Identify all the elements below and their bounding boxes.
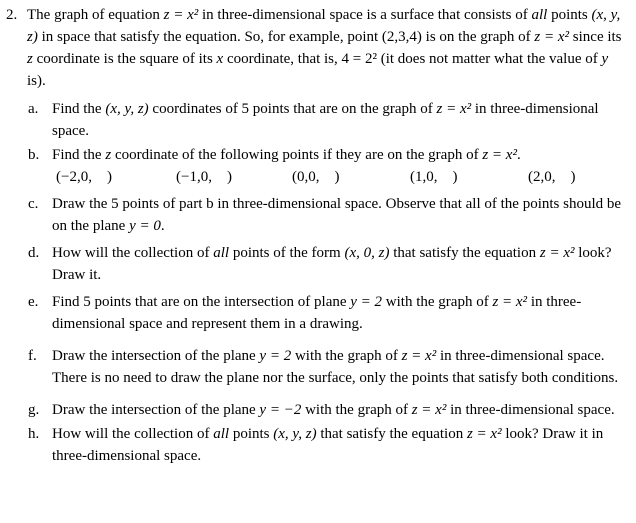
item-label: f.	[28, 348, 37, 364]
intro-text-5: since its	[569, 29, 622, 45]
item-text: with the graph of	[301, 402, 412, 418]
item-text: .	[160, 218, 165, 234]
intro-y: y	[601, 51, 609, 67]
intro-equation-2: z = x²	[534, 29, 570, 45]
item-text: Find the	[52, 101, 106, 117]
item-e	[6, 291, 630, 335]
intro-equation: z = x²	[163, 7, 199, 23]
item-f	[6, 345, 630, 389]
item-label: a.	[28, 101, 39, 117]
item-text: Find 5 points that are on the intersection of plane	[52, 294, 351, 310]
item-text: .	[516, 147, 521, 163]
item-text: Draw the 5 points of part b in three-dimensional space. Observe that all of the points should be on the plane	[52, 196, 622, 234]
item-d	[6, 242, 630, 286]
point-item: (−2,0, )	[56, 169, 112, 185]
item-text: in three-dimensional space and represent them in a drawing.	[52, 294, 582, 332]
equation-math: z = x²	[436, 101, 472, 117]
item-label: g.	[28, 402, 40, 418]
equation-math: z = x²	[539, 245, 575, 261]
xyz-math: (x, y, z)	[105, 101, 149, 117]
intro-all: all	[531, 7, 548, 23]
item-label: c.	[28, 196, 39, 212]
intro-text-3: points	[547, 7, 592, 23]
point-item: (−1,0, )	[176, 169, 232, 185]
item-label: b.	[28, 147, 40, 163]
equation-math: z = x²	[482, 147, 517, 163]
intro-text-4: in space that satisfy the equation. So, for example, point (2,3,4) is on the graph of	[37, 29, 535, 45]
item-text: in three-dimensional space.	[52, 101, 599, 139]
item-g	[6, 399, 630, 421]
plane-math: y = 2	[350, 294, 383, 310]
item-text: look? Draw it in three-dimensional space.	[52, 426, 604, 464]
item-text: points of the form	[229, 245, 345, 261]
intro-text-2: in three-dimensional space is a surface that consists of	[198, 7, 532, 23]
all-emphasis: all	[213, 426, 230, 442]
xyz-math: (x, y, z)	[273, 426, 317, 442]
item-text: in three-dimensional space. There is no need to draw the plane nor the surface, only the points that satisfy both conditions.	[52, 348, 619, 386]
item-c	[6, 193, 630, 237]
intro-text-1: The graph of equation	[27, 7, 164, 23]
problem-number: 2.	[6, 7, 18, 23]
intro-x: x	[216, 51, 224, 67]
item-b	[6, 144, 630, 188]
item-h	[6, 423, 630, 467]
point-list	[52, 166, 630, 188]
item-text: How will the collection of	[52, 245, 214, 261]
intro-text-7: coordinate, that is, 4 = 2² (it does not matter what the value of	[223, 51, 602, 67]
item-text: in three-dimensional space.	[446, 402, 615, 418]
item-label: e.	[28, 294, 39, 310]
item-text: that satisfy the equation	[316, 426, 467, 442]
intro-z: z	[27, 51, 33, 67]
equation-math: z = x²	[411, 402, 447, 418]
item-text: Draw the intersection of the plane	[52, 348, 260, 364]
intro-text-6: coordinate is the square of its	[32, 51, 217, 67]
form-math: (x, 0, z)	[344, 245, 390, 261]
item-text: coordinates of 5 points that are on the graph of	[148, 101, 437, 117]
equation-math: z = x²	[492, 294, 528, 310]
item-text: Find the	[52, 147, 106, 163]
item-text: points	[229, 426, 274, 442]
item-text: coordinate of the following points if they are on the graph of	[111, 147, 483, 163]
point-item: (1,0, )	[410, 169, 458, 185]
problem-intro	[6, 4, 630, 92]
plane-math: y = 2	[259, 348, 292, 364]
item-text: with the graph of	[291, 348, 402, 364]
equation-math: z = x²	[466, 426, 502, 442]
item-text: Draw the intersection of the plane	[52, 402, 260, 418]
equation-math: z = x²	[401, 348, 437, 364]
plane-math: y = 0	[129, 218, 161, 234]
item-a	[6, 98, 630, 142]
item-text: that satisfy the equation	[389, 245, 540, 261]
intro-xyz: (x, y, z)	[27, 7, 621, 45]
problem-2	[6, 4, 630, 467]
point-item: (0,0, )	[292, 169, 340, 185]
item-text: How will the collection of	[52, 426, 214, 442]
item-label: h.	[28, 426, 40, 442]
item-label: d.	[28, 245, 40, 261]
point-item: (2,0, )	[528, 169, 576, 185]
item-text: look? Draw it.	[52, 245, 612, 283]
plane-math: y = −2	[259, 402, 302, 418]
item-text: with the graph of	[382, 294, 493, 310]
all-emphasis: all	[213, 245, 230, 261]
intro-text-8: is).	[27, 73, 46, 89]
z-math: z	[105, 147, 112, 163]
